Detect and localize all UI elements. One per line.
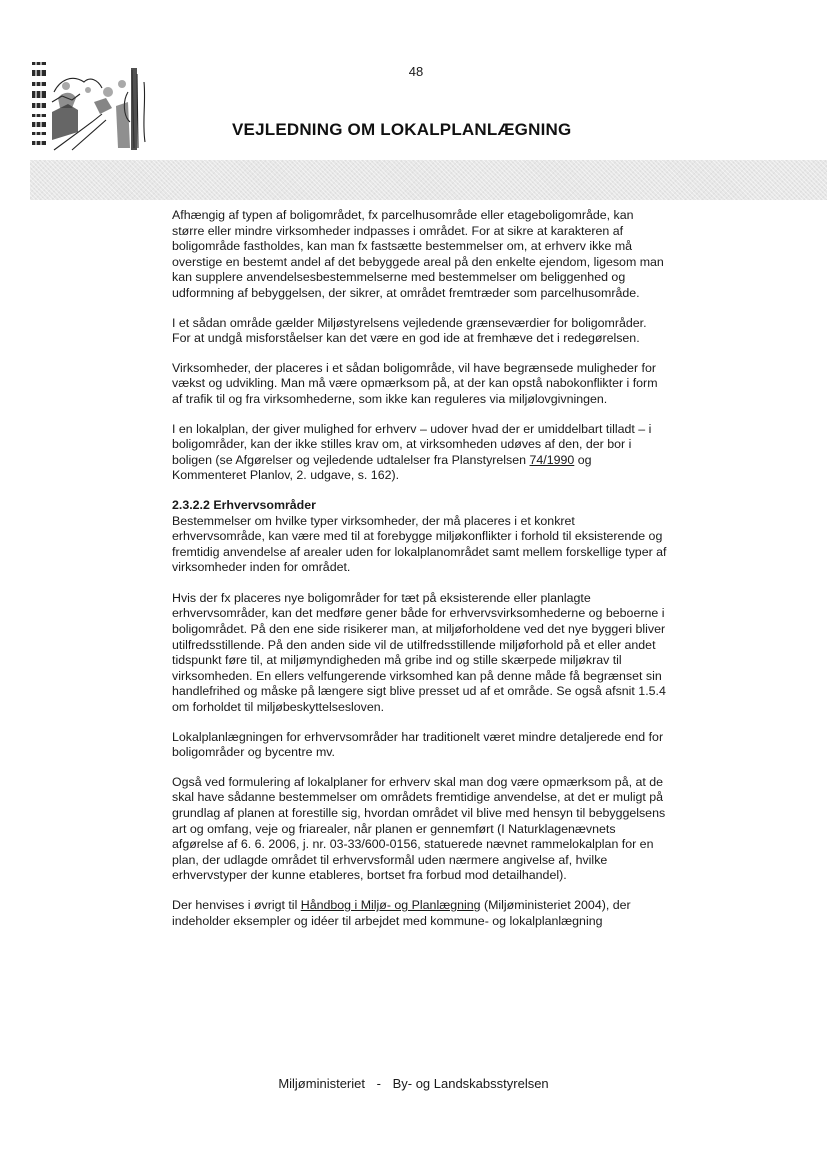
document-title: VEJLEDNING OM LOKALPLANLÆGNING [232,120,572,139]
footer-agency: By- og Landskabsstyrelsen [392,1076,549,1091]
paragraph: Også ved formulering af lokalplaner for erhverv skal man dog være opmærksom på, at de skal have sådanne bestemmelser om områdets fremtidige anvendelse, at det er muligt på grundlag af planen at forestille sig, hvordan området vil blive med hensyn til bebyggelsens art og omfang, veje og friarealer, når planen er gennemført (I Naturklagenævnets afgørelse af 6. 6. 2006, j. nr. 03-33/600-0156, statuerede nævnet rammelokalplan for en plan, der udlagde området til erhvervsformål uden nærmere angivelse af, hvilke erhvervstyper der kunne etableres, bortset fra forbud mod detailhandel). [172,774,666,883]
paragraph: I et sådan område gælder Miljøstyrelsens vejledende grænseværdier for boligområder. For at undgå misforståelser kan det være en god ide at fremhæve det i redegørelsen. [172,315,647,346]
paragraph: Afhængig af typen af boligområdet, fx parcelhusområde eller etageboligområde, kan større eller mindre virksomheder indpasses i området. For at sikre at karakteren af boligområde fastholdes, kan man fx fastsætte bestemmelser om, at erhverv ikke må overstige en bestemt andel af det bebyggede areal på den enkelte ejendom, ligesom man kan supplere anvendelsesbestemmelserne med bestemmelser om beliggenhed og udformning af bebyggelsen, der sikrer, at området fremtræder som parcelhusområde. [172,208,664,300]
footer-separator: - [376,1076,381,1091]
body-text [172,208,668,943]
landscape-drawing-icon [32,62,148,152]
reference-link-handbook[interactable]: Håndbog i Miljø- og Planlægning [300,897,481,912]
section-heading: 2.3.2.2 Erhvervsområder [172,497,316,512]
paragraph-text: I en lokalplan, der giver mulighed for erhverv – udover hvad der er umiddelbart tilladt – i boligområder, kan der ikke stilles krav om, at virksomheden udøves af den, der bor i boligen (se Afgørelser og vejledende udtalelser fra Planstyrelsen [172,421,652,467]
paragraph-with-reference [172,422,668,484]
page-number: 48 [408,64,424,79]
footer-ministry: Miljøministeriet [278,1076,365,1091]
paragraph-text: og Kommenteret Planlov, 2. udgave, s. 162). [172,452,592,483]
section-block [172,498,668,576]
landscape-drawing-logo [32,62,148,152]
section-intro: Bestemmelser om hvilke typer virksomheder, der må placeres i et konkret erhvervsområde, kan være med til at forebygge miljøkonflikter i forhold til eksisterende og fremtidig anvendelse af arealer uden for lokalplanområdet samt mellem forskellige typer af virksomheder inden for området. [172,513,667,575]
paragraph: Hvis der fx placeres nye boligområder for tæt på eksisterende eller planlagte erhvervsområder, kan det medføre gener både for erhvervsvirksomhederne og beboerne i boligområdet. På den ene side risikerer man, at miljøforholdene ved det nye byggeri bliver utilfredsstillende. På den anden side vil de utilfredsstillende miljøforhold på et eller andet tidspunkt føre til, at miljømyndigheden må gribe ind og stille skærpede miljøkrav til virksomheden. En ellers velfungerende virksomhed kan på denne måde få begrænset sin handlefrihed og måske på længere sigt blive presset ud af et område. Se også afsnit 1.5.4 om forholdet til miljøbeskyttelsesloven. [172,590,666,715]
paragraph-text: Der henvises i øvrigt til [172,897,301,912]
page-footer [0,1076,827,1091]
paragraph: Virksomheder, der placeres i et sådan boligområde, vil have begrænsede muligheder for vækst og udvikling. Man må være opmærksom på, at der kan opstå nabokonflikter i form af trafik til og fra virksomhederne, som ikke kan reguleres via miljølovgivningen. [172,360,658,406]
paragraph-text: (Miljøministeriet 2004), der indeholder eksempler og idéer til arbejdet med kommune- og lokalplanlægning [172,897,631,928]
paragraph-with-reference [172,898,668,929]
paragraph: Lokalplanlægningen for erhvervsområder har traditionelt været mindre detaljerede end for boligområder og bycentre mv. [172,729,664,760]
header-band [30,160,827,200]
reference-link-74-1990[interactable]: 74/1990 [529,452,575,467]
